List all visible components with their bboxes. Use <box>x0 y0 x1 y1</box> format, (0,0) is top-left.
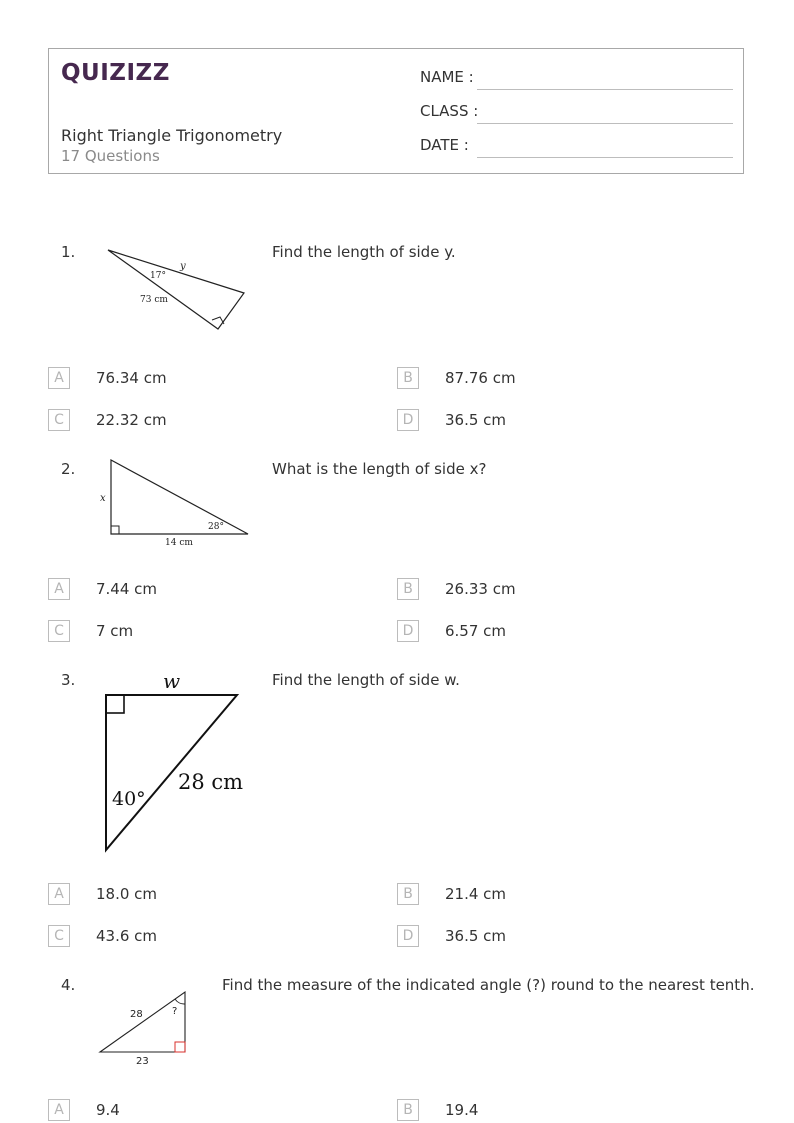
question-3-triangle <box>100 668 246 854</box>
worksheet-header <box>48 48 744 174</box>
question-4-triangle <box>96 988 190 1068</box>
q3-option-c-box[interactable]: C <box>48 925 70 947</box>
class-field[interactable] <box>420 102 733 124</box>
q2-option-a-text[interactable]: 7.44 cm <box>96 580 158 598</box>
date-field[interactable] <box>420 136 733 158</box>
q4-option-a-text[interactable]: 9.4 <box>96 1101 120 1119</box>
q1-option-a-text[interactable]: 76.34 cm <box>96 369 167 387</box>
q4-option-a-box[interactable]: A <box>48 1099 70 1121</box>
q1-option-b-box[interactable]: B <box>397 367 419 389</box>
name-field[interactable] <box>420 68 733 90</box>
question-1-number: 1. <box>61 243 76 261</box>
q2-option-b-text[interactable]: 26.33 cm <box>445 580 516 598</box>
q3-angle-label: 40° <box>112 788 146 810</box>
question-2-triangle <box>98 456 252 548</box>
q2-option-d-text[interactable]: 6.57 cm <box>445 622 507 640</box>
question-count: 17 Questions <box>61 147 160 165</box>
question-3-text: Find the length of side w. <box>272 671 460 689</box>
q2-option-c-text[interactable]: 7 cm <box>96 622 134 640</box>
q1-option-b-text[interactable]: 87.76 cm <box>445 369 516 387</box>
question-4-number: 4. <box>61 976 76 994</box>
q4-option-b-box[interactable]: B <box>397 1099 419 1121</box>
name-line[interactable] <box>477 89 733 90</box>
quizizz-logo: QUIZIZZ <box>61 60 170 86</box>
question-2-number: 2. <box>61 460 76 478</box>
q3-option-a-text[interactable]: 18.0 cm <box>96 885 158 903</box>
q2-angle-label: 28° <box>208 522 224 532</box>
q4-option-b-text[interactable]: 19.4 <box>445 1101 479 1119</box>
q3-option-d-box[interactable]: D <box>397 925 419 947</box>
worksheet-title: Right Triangle Trigonometry <box>61 126 283 145</box>
q1-side-label: y <box>180 261 186 272</box>
question-4-text: Find the measure of the indicated angle (?) round to the nearest tenth. <box>222 976 755 994</box>
question-1-text: Find the length of side y. <box>272 243 456 261</box>
question-3-number: 3. <box>61 671 76 689</box>
q1-hyp-label: 73 cm <box>140 295 168 305</box>
class-line[interactable] <box>477 123 733 124</box>
q3-side-label: w <box>163 669 181 693</box>
q2-option-c-box[interactable]: C <box>48 620 70 642</box>
q3-option-d-text[interactable]: 36.5 cm <box>445 927 507 945</box>
question-1-triangle <box>104 246 249 334</box>
q1-option-d-box[interactable]: D <box>397 409 419 431</box>
date-line[interactable] <box>477 157 733 158</box>
q3-hyp-label: 28 cm <box>178 770 244 794</box>
q1-option-d-text[interactable]: 36.5 cm <box>445 411 507 429</box>
date-label: DATE : <box>420 136 469 154</box>
q2-base-label: 14 cm <box>165 538 193 548</box>
q3-option-b-box[interactable]: B <box>397 883 419 905</box>
q4-hyp-label: 28 <box>130 1009 143 1020</box>
q1-option-a-box[interactable]: A <box>48 367 70 389</box>
q3-option-c-text[interactable]: 43.6 cm <box>96 927 158 945</box>
q1-option-c-box[interactable]: C <box>48 409 70 431</box>
q3-option-b-text[interactable]: 21.4 cm <box>445 885 507 903</box>
q3-option-a-box[interactable]: A <box>48 883 70 905</box>
q2-option-b-box[interactable]: B <box>397 578 419 600</box>
name-label: NAME : <box>420 68 474 86</box>
class-label: CLASS : <box>420 102 479 120</box>
q1-option-c-text[interactable]: 22.32 cm <box>96 411 167 429</box>
q4-angle-label: ? <box>172 1006 178 1017</box>
question-2-text: What is the length of side x? <box>272 460 487 478</box>
q2-option-a-box[interactable]: A <box>48 578 70 600</box>
q4-base-label: 23 <box>136 1056 149 1067</box>
q2-side-label: x <box>100 493 106 504</box>
q2-option-d-box[interactable]: D <box>397 620 419 642</box>
q1-angle-label: 17° <box>150 271 166 281</box>
